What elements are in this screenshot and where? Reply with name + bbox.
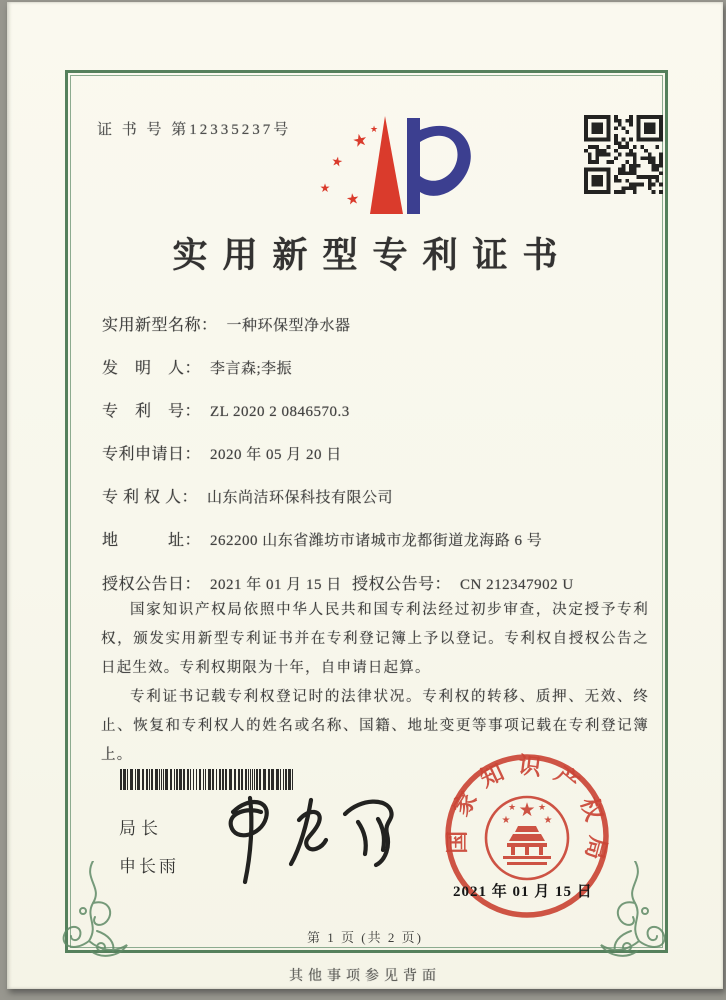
field-value: 262200 山东省潍坊市诸城市龙都街道龙海路 6 号 [210, 533, 543, 549]
seal-ring-text: 国家知识产权局 [444, 752, 611, 874]
grant-date-value: 2021 年 01 月 15 日 [210, 577, 342, 593]
certificate-number: 证 书 号 第12335237号 [97, 122, 292, 138]
field-row-address [102, 527, 542, 550]
field-label: 专利申请日： [102, 446, 202, 463]
svg-text:★: ★ [345, 191, 361, 209]
field-row-inventor [102, 355, 292, 378]
field-value: 山东尚洁环保科技有限公司 [207, 490, 394, 506]
svg-text:★: ★ [507, 802, 517, 812]
barcode [120, 769, 298, 790]
field-row-filing-date [102, 441, 342, 464]
svg-text:★: ★ [518, 800, 536, 821]
field-label: 地 址： [102, 532, 202, 549]
svg-text:★: ★ [543, 815, 553, 826]
body-paragraph-2: 专利证书记载专利权登记时的法律状况。专利权的转移、质押、无效、终止、恢复和专利权人的姓名或名称、国籍、地址变更等事项记载在专利登记簿上。 [101, 689, 649, 763]
grant-row [102, 571, 574, 594]
svg-text:★: ★ [537, 802, 547, 812]
certificate-body [101, 596, 649, 770]
grant-no-pair [352, 571, 574, 594]
field-row-patent-no [102, 398, 350, 421]
field-value: 李言森;李振 [210, 361, 293, 377]
officer-title: 局长 [119, 819, 163, 838]
officer-block [119, 814, 179, 877]
field-label: 专 利 权 人： [102, 489, 199, 506]
officer-name: 申长雨 [119, 857, 179, 876]
svg-text:★: ★ [501, 815, 511, 826]
field-row-name [102, 312, 351, 335]
seal-date: 2021 年 01 月 15 日 [453, 884, 593, 900]
page-info: 第 1 页 (共 2 页) [307, 930, 423, 945]
field-value: ZL 2020 2 0846570.3 [210, 404, 350, 420]
certificate-title: 实用新型专利证书 [172, 236, 573, 275]
body-paragraph-1: 国家知识产权局依照中华人民共和国专利法经过初步审查，决定授予专利权，颁发实用新型专利证书并在专利登记簿上予以登记。专利权自授权公告之日起生效。专利权期限为十年，自申请日起算。 [101, 602, 649, 676]
field-label: 发 明 人： [102, 360, 202, 377]
svg-text:★: ★ [319, 181, 331, 195]
field-label: 实用新型名称： [102, 317, 218, 334]
field-label: 专 利 号： [102, 403, 202, 420]
grant-date-label: 授权公告日： [102, 576, 202, 593]
qr-code [584, 115, 663, 194]
official-seal [435, 746, 625, 932]
field-value: 一种环保型净水器 [226, 318, 351, 334]
svg-text:★: ★ [330, 153, 345, 170]
svg-text:★: ★ [350, 129, 370, 152]
signature [203, 788, 407, 892]
grant-no-label: 授权公告号： [352, 576, 452, 593]
field-row-patentee [102, 484, 393, 507]
footer-note: 其他事项参见背面 [289, 969, 441, 984]
grant-no-value: CN 212347902 U [460, 577, 574, 593]
cnipa-logo-icon [310, 112, 482, 224]
svg-text:★: ★ [369, 124, 379, 134]
field-value: 2020 年 05 月 20 日 [210, 447, 342, 463]
certificate-paper [7, 2, 723, 989]
